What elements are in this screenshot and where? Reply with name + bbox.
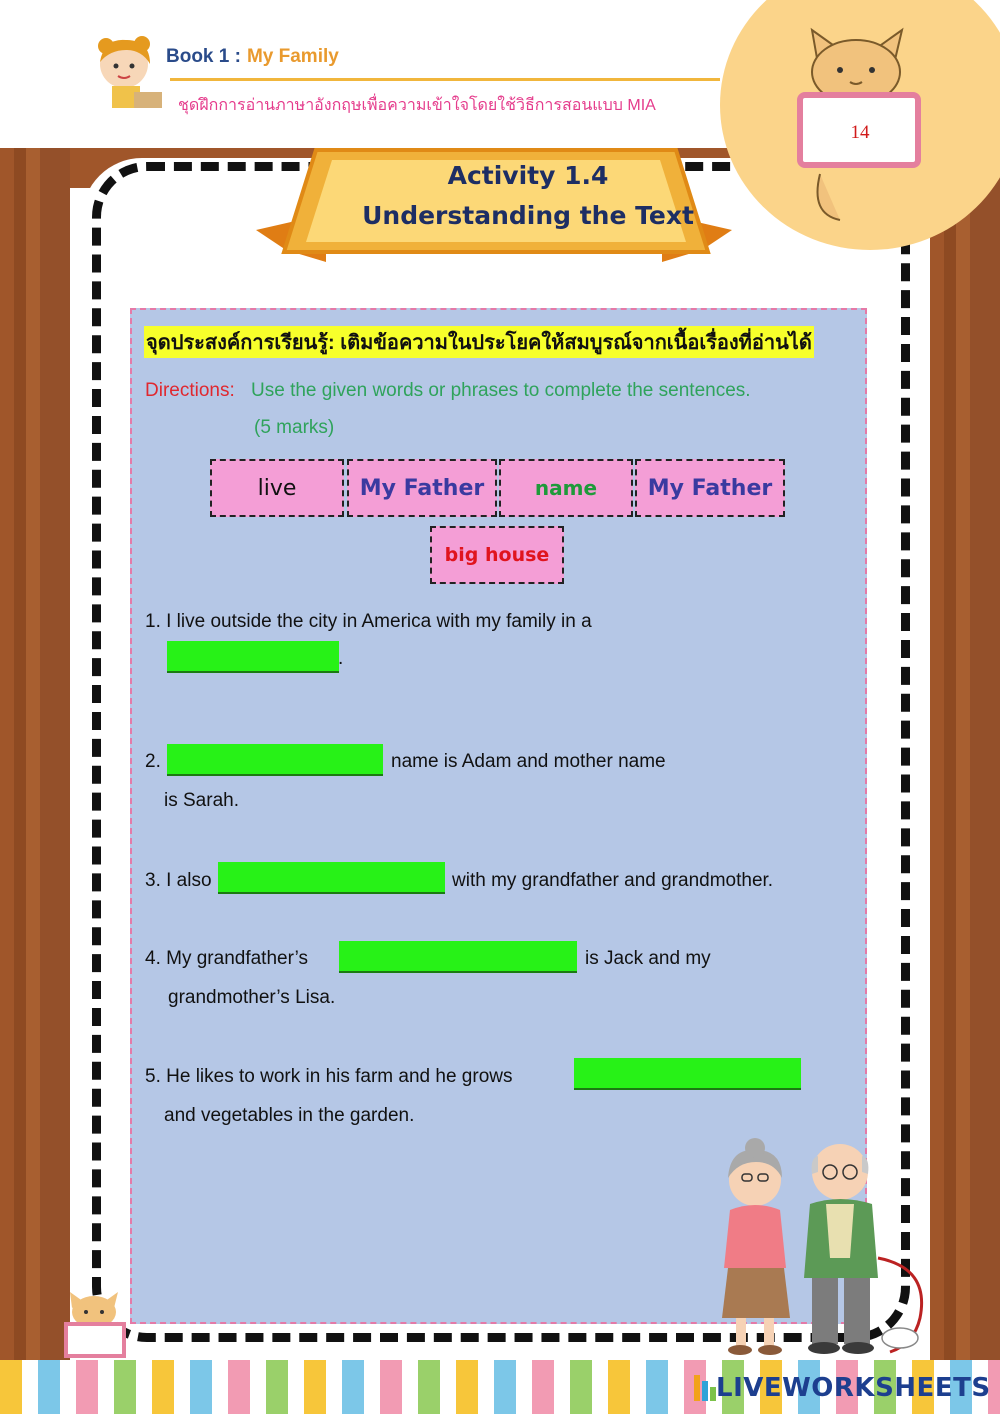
book-title [166, 46, 339, 68]
book-subtitle: My Family [246, 46, 339, 67]
page-number: 14 [850, 122, 870, 143]
question-1-period: . [338, 648, 344, 669]
answer-blank-1[interactable] [167, 641, 339, 673]
activity-title-line2: Understanding the Text [362, 201, 694, 230]
right-wood-panel [930, 148, 1000, 1368]
question-3-text: 3. I also [145, 870, 212, 891]
book-label: Book 1 : [166, 46, 241, 67]
answer-blank-5[interactable] [574, 1058, 801, 1090]
question-5-line2: and vegetables in the garden. [164, 1105, 415, 1126]
cat-with-sign-icon [62, 1290, 128, 1360]
girl-reading-logo-icon [90, 34, 166, 114]
answer-blank-3[interactable] [218, 862, 445, 894]
question-1-text: 1. I live outside the city in America with my family in a [145, 611, 592, 632]
word-bank-item: My Father [635, 459, 785, 517]
question-2-number: 2. [145, 751, 161, 772]
header-divider [170, 78, 720, 81]
word-bank-item: big house [430, 526, 564, 584]
word-bank-item: name [499, 459, 633, 517]
question-4-after: is Jack and my [585, 948, 711, 969]
left-wood-panel [0, 148, 70, 1368]
activity-title [330, 156, 726, 236]
thai-subtitle: ชุดฝึกการอ่านภาษาอังกฤษเพื่อความเข้าใจโดยใช้วิธีการสอนแบบ MIA [178, 97, 656, 114]
word-bank-item: live [210, 459, 344, 517]
directions-marks: (5 marks) [254, 417, 335, 438]
word-bank-item: My Father [347, 459, 497, 517]
answer-blank-4[interactable] [339, 941, 577, 973]
learning-objective: จุดประสงค์การเรียนรู้: เติมข้อความในประโยคให้สมบูรณ์จากเนื้อเรื่องที่อ่านได้ [144, 326, 814, 358]
grandparents-illustration-icon [700, 1138, 940, 1368]
question-2-text: name is Adam and mother name [391, 751, 666, 772]
question-5-text: 5. He likes to work in his farm and he grows [145, 1066, 513, 1087]
question-4-text: 4. My grandfather’s [145, 948, 308, 969]
question-2-line2: is Sarah. [164, 790, 239, 811]
directions-text: Use the given words or phrases to complete the sentences. [251, 380, 751, 401]
liveworksheets-emblem-icon [694, 1375, 716, 1401]
activity-title-line1: Activity 1.4 [447, 161, 609, 190]
question-3-after: with my grandfather and grandmother. [452, 870, 774, 891]
liveworksheets-logo [694, 1373, 991, 1403]
liveworksheets-text: LIVEWORKSHEETS [716, 1373, 991, 1403]
directions-label: Directions: [145, 380, 235, 401]
question-4-line2: grandmother’s Lisa. [168, 987, 336, 1008]
answer-blank-2[interactable] [167, 744, 383, 776]
